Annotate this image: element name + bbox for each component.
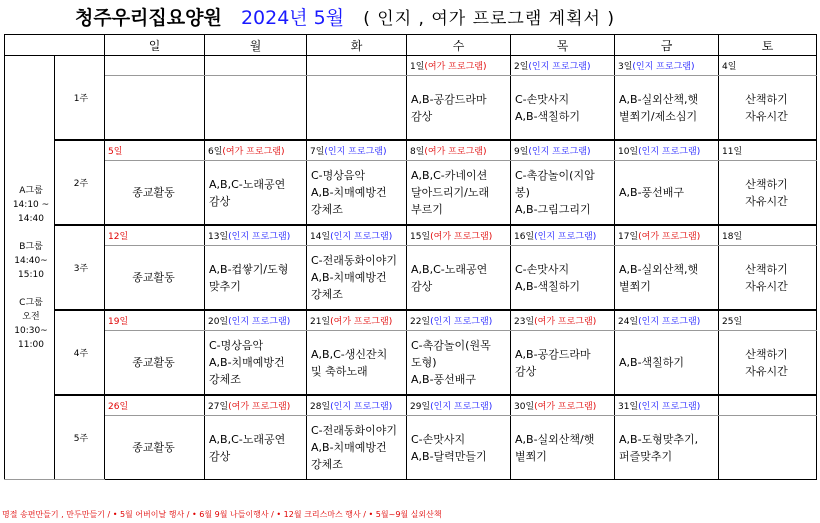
program-type: (인지 프로그램) [528,62,591,72]
date-cell [615,56,719,76]
week-label: 5주 [55,395,105,480]
program-type: (인지 프로그램) [330,402,393,412]
week-date-row [5,56,817,76]
activity-cell [205,76,307,141]
day-number: 15일 [410,232,431,242]
date-cell [407,140,511,161]
activity-cell [307,331,407,396]
activity-cell [511,76,615,141]
weekday-header-row [5,35,817,56]
day-number: 1일 [410,62,425,72]
activity-line: A,B-컵쌓기/도형 [209,262,289,276]
activity-cell [105,76,205,141]
day-number: 12일 [108,232,129,242]
activity-line: C-전래동화이야기 [311,424,398,437]
activity-cell [615,246,719,311]
activity-line: C-손맛사지 [411,432,466,446]
weekday-header: 화 [307,35,407,56]
day-number: 2일 [514,62,529,72]
group-time-line: A그룹 [19,185,43,196]
activity-line: 봉) [515,186,530,199]
activity-line: 강체조 [209,373,241,386]
activity-line: 부르기 [411,203,443,216]
program-type: (여가 프로그램) [638,232,701,242]
date-cell [719,56,817,76]
day-number: 26일 [108,402,129,412]
day-number: 5일 [108,147,123,157]
group-time-line: 14:40~ [14,255,48,266]
date-cell [511,395,615,416]
day-number: 16일 [514,232,535,242]
activity-line: A,B-실외산책/햇 [515,432,595,446]
program-calendar [4,34,817,480]
program-type: (인지 프로그램) [430,317,493,327]
activity-cell [407,246,511,311]
facility-name: 청주우리집요양원 [75,7,222,29]
activity-line: 감상 [209,449,231,463]
date-cell [307,140,407,161]
group-time-line: 15:10 [18,269,44,280]
activity-line: 종교활동 [132,271,175,284]
activity-line: A,B,C-노래공연 [209,432,286,446]
activity-cell [307,246,407,311]
program-type: (여가 프로그램) [424,62,487,72]
activity-cell [615,161,719,226]
date-cell [407,225,511,246]
date-cell [719,310,817,331]
day-number: 24일 [618,317,639,327]
activity-line: A,B,C-카네이션 [411,169,488,182]
program-type: (여가 프로그램) [222,147,285,157]
weekday-header: 일 [105,35,205,56]
date-cell [719,225,817,246]
day-number: 17일 [618,232,639,242]
date-cell [307,56,407,76]
weekday-header: 목 [511,35,615,56]
activity-line: A,B-치매예방건 [311,441,387,454]
activity-line: A,B-실외산책,햇 [619,92,699,106]
activity-line: 감상 [515,364,537,378]
program-type: (인지 프로그램) [528,147,591,157]
activity-line: A,B-색칠하기 [619,356,685,369]
activity-line: A,B,C-생신잔치 [311,347,388,361]
group-time-line: 10:30~ [14,325,48,336]
activity-cell [719,76,817,141]
activity-cell [307,416,407,480]
activity-line: 종교활동 [132,356,175,369]
activity-line: 강체조 [311,458,343,471]
activity-line: 자유시간 [745,279,788,293]
activity-line: 감상 [209,194,231,208]
activity-line: A,B-공감드라마 [515,347,591,361]
program-type: (인지 프로그램) [632,62,695,72]
activity-line: 산책하기 [745,347,788,361]
weekday-header: 토 [719,35,817,56]
program-type: (인지 프로그램) [324,147,387,157]
page-title [75,3,615,29]
date-cell [407,310,511,331]
activity-line: C-촉감놀이(원목 [411,339,491,352]
date-cell [205,140,307,161]
program-type: (인지 프로그램) [228,232,291,242]
day-number: 27일 [208,402,229,412]
day-number: 18일 [722,232,743,242]
activity-line: 종교활동 [132,186,175,199]
activity-line: A,B-실외산책,햇 [619,262,699,276]
activity-cell [719,331,817,396]
activity-cell [307,76,407,141]
activity-line: 도형) [411,356,437,369]
activity-cell [105,416,205,480]
week-date-row [5,225,817,246]
date-cell [105,310,205,331]
activity-cell [205,416,307,480]
activity-line: C-명상음악 [209,339,264,352]
group-time-line: 11:00 [18,339,44,350]
date-cell [511,140,615,161]
plan-subtitle: ( 인지 , 여가 프로그램 계획서 ) [363,9,615,29]
program-type: (여가 프로그램) [430,232,493,242]
activity-line: 맞추기 [209,279,241,293]
day-number: 25일 [722,317,743,327]
activity-cell [615,416,719,480]
activity-line: C-전래동화이야기 [311,254,398,267]
activity-line: A,B-풍선배구 [411,373,477,386]
activity-line: 감상 [411,109,433,123]
date-cell [105,395,205,416]
week-activity-row [5,76,817,141]
day-number: 11일 [722,147,743,157]
activity-line: 산책하기 [745,92,788,106]
week-date-row [5,310,817,331]
program-type: (인지 프로그램) [638,317,701,327]
program-type: (인지 프로그램) [638,147,701,157]
plan-month: 2024년 5월 [240,7,345,29]
activity-line: A,B-치매예방건 [311,186,387,199]
week-activity-row [5,246,817,311]
activity-line: 종교활동 [132,441,175,454]
program-type: (여가 프로그램) [424,147,487,157]
activity-line: 감상 [411,279,433,293]
activity-line: A,B-색칠하기 [515,279,581,293]
week-label: 1주 [55,56,105,141]
activity-line: 산책하기 [745,262,788,276]
date-cell [511,225,615,246]
activity-cell [719,246,817,311]
activity-line: A,B-색칠하기 [515,109,581,123]
activity-line: A,B-달력만들기 [411,449,487,463]
date-cell [307,310,407,331]
activity-cell [407,416,511,480]
activity-cell [105,161,205,226]
date-cell [407,395,511,416]
group-time-line: 14:40 [18,213,44,224]
activity-cell [205,161,307,226]
activity-line: 강체조 [311,203,343,216]
date-cell [719,140,817,161]
week-activity-row [5,331,817,396]
program-type: (인지 프로그램) [330,232,393,242]
activity-cell [719,161,817,226]
day-number: 20일 [208,317,229,327]
day-number: 14일 [310,232,331,242]
activity-line: 강체조 [311,288,343,301]
weekday-header: 금 [615,35,719,56]
date-cell [615,395,719,416]
activity-line: A,B-풍선배구 [619,186,685,199]
date-cell [205,395,307,416]
activity-line: C-손맛사지 [515,262,570,276]
activity-line: 자유시간 [745,109,788,123]
activity-cell [205,331,307,396]
date-cell [205,56,307,76]
week-label: 2주 [55,140,105,225]
activity-cell [105,331,205,396]
date-cell [615,140,719,161]
week-label: 3주 [55,225,105,310]
activity-cell [511,161,615,226]
activity-line: 퍼즐맞추기 [619,449,673,463]
activity-cell [719,416,817,480]
activity-line: 자유시간 [745,364,788,378]
date-cell [105,140,205,161]
group-time-line: 14:10 ~ [12,199,50,210]
day-number: 4일 [722,62,737,72]
week-date-row [5,395,817,416]
activity-cell [407,161,511,226]
day-number: 6일 [208,147,223,157]
activity-line: 볕쬐기 [619,279,651,293]
activity-line: A,B,C-노래공연 [209,177,286,191]
week-date-row [5,140,817,161]
group-times [5,56,55,480]
week-activity-row [5,416,817,480]
group-time-line: B그룹 [19,241,43,252]
program-type: (여가 프로그램) [330,317,393,327]
week-activity-row [5,161,817,226]
week-label: 4주 [55,310,105,395]
day-number: 13일 [208,232,229,242]
activity-line: C-촉감놀이(지압 [515,169,595,182]
program-type: (인지 프로그램) [430,402,493,412]
date-cell [105,225,205,246]
group-time-line: 오전 [22,311,40,322]
day-number: 3일 [618,62,633,72]
date-cell [511,310,615,331]
activity-cell [511,331,615,396]
activity-cell [511,416,615,480]
activity-line: 달아드리기/노래 [411,186,490,199]
activity-line: 볕쬐기/제소심기 [619,109,698,123]
activity-line: A,B-치매예방건 [209,356,285,369]
program-type: (여가 프로그램) [534,317,597,327]
activity-cell [407,76,511,141]
date-cell [307,395,407,416]
activity-line: 볕쬐기 [515,449,547,463]
day-number: 10일 [618,147,639,157]
program-type: (인지 프로그램) [638,402,701,412]
activity-cell [511,246,615,311]
date-cell [307,225,407,246]
date-cell [719,395,817,416]
activity-line: A,B-공감드라마 [411,92,487,106]
annual-events-footer: 명절 송편만들기 , 만두만들기 / • 5월 어버이날 행사 / • 6월 9월 나들이행사 / • 12월 크리스마스 행사 / • 5월~9월 실외산책 [2,510,442,519]
date-cell [205,225,307,246]
activity-cell [615,76,719,141]
day-number: 7일 [310,147,325,157]
program-type: (인지 프로그램) [228,317,291,327]
program-type: (인지 프로그램) [534,232,597,242]
activity-line: A,B,C-노래공연 [411,262,488,276]
day-number: 28일 [310,402,331,412]
activity-line: 산책하기 [745,177,788,191]
group-time-line: C그룹 [19,297,43,308]
activity-cell [205,246,307,311]
day-number: 31일 [618,402,639,412]
activity-cell [407,331,511,396]
day-number: 19일 [108,317,129,327]
header-blank [5,35,105,56]
date-cell [407,56,511,76]
activity-line: 자유시간 [745,194,788,208]
day-number: 23일 [514,317,535,327]
day-number: 22일 [410,317,431,327]
program-type: (여가 프로그램) [534,402,597,412]
activity-cell [615,331,719,396]
date-cell [615,225,719,246]
date-cell [105,56,205,76]
activity-line: 및 축하노래 [311,364,368,378]
weekday-header: 수 [407,35,511,56]
day-number: 9일 [514,147,529,157]
activity-line: C-명상음악 [311,169,366,182]
activity-line: A,B-그림그리기 [515,203,591,216]
activity-line: C-손맛사지 [515,92,570,106]
date-cell [511,56,615,76]
activity-cell [307,161,407,226]
date-cell [205,310,307,331]
date-cell [615,310,719,331]
day-number: 30일 [514,402,535,412]
day-number: 21일 [310,317,331,327]
day-number: 8일 [410,147,425,157]
weekday-header: 월 [205,35,307,56]
day-number: 29일 [410,402,431,412]
program-type: (여가 프로그램) [228,402,291,412]
activity-line: A,B-치매예방건 [311,271,387,284]
activity-line: A,B-도형맞추기, [619,432,699,446]
activity-cell [105,246,205,311]
